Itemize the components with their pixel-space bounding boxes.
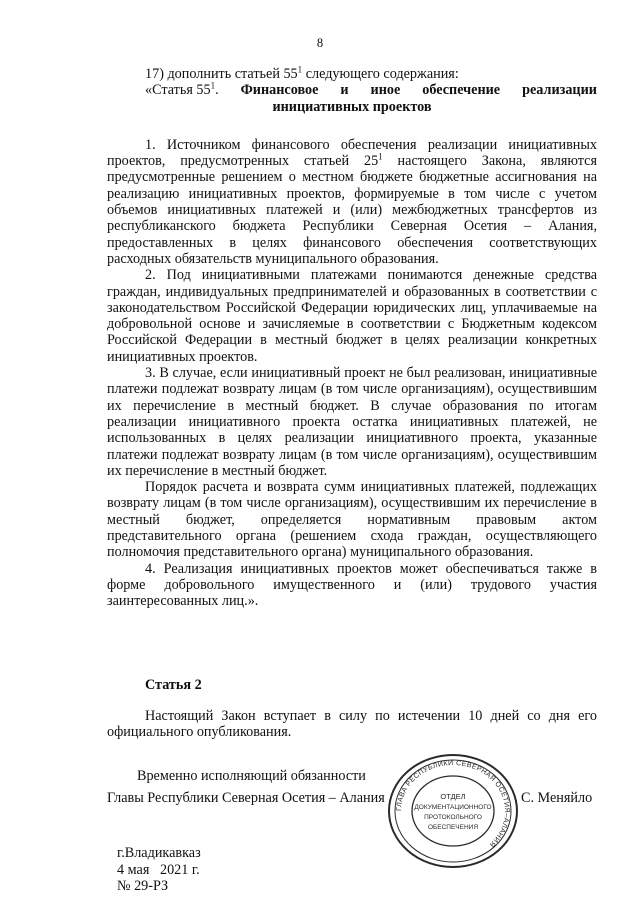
article-55-1-block xyxy=(107,66,597,610)
seal-outer-ring xyxy=(389,755,517,867)
paragraph-4: 4. Реализация инициативных проектов может обеспечиваться также в форме добровольного имущественного и (или) трудового участия заинтересованных лиц.». xyxy=(107,560,597,610)
date: 4 мая 2021 г. xyxy=(117,861,200,878)
city: г.Владикавказ xyxy=(117,845,201,861)
article-title-word2: и xyxy=(340,82,349,99)
signature-title-line1: Временно исполняющий обязанности xyxy=(137,768,366,784)
article-title-word5: реализации xyxy=(522,82,597,99)
article-2-heading: Статья 2 xyxy=(145,677,202,693)
paragraph-procedure: Порядок расчета и возврата сумм инициативных платежей, подлежащих возврату лицам (в том числе организациям), осуществившим их перечисление в местный бюджет, определяется нормативным правовым актом представительного органа (решением схода граждан, осуществляющего полномочия представительного органа) муниципального образования. xyxy=(107,479,597,561)
place-date-block xyxy=(117,845,201,895)
seal-inner-ring xyxy=(412,776,494,846)
paragraph-1: 1. Источником финансового обеспечения реализации инициативных проектов, предусмотренных статьей $25^1$ настоящего Закона, являются предусмотренные решением о местном бюджете бюджетные ассигнования на реализацию инициативных проектов, формируемые в том числе с учетом объемов инициативных платежей и (или) межбюджетных трансфертов из республиканского бюджета Республики Северная Осетия – Алания, предоставленных в целях финансового обеспечения соответствующих расходных обязательств муниципального образования. xyxy=(107,136,597,267)
paragraph-2: 2. Под инициативными платежами понимаются денежные средства граждан, индивидуальных предпринимателей и образованных в соответствии с законодательством Российской Федерации юридических лиц, уплачиваемые на добровольной основе и зачисляемые в соответствии с Бюджетным кодексом Российской Федерации в местный бюджет в целях реализации конкретных инициативных проектов. xyxy=(107,267,597,365)
signatory-name: С. Меняйло xyxy=(521,790,593,806)
article-title-prefix: «Статья $55^1$. xyxy=(145,80,219,99)
seal-center-line-1: ОТДЕЛ xyxy=(440,792,466,801)
signature-title-line2: Главы Республики Северная Осетия – Алания xyxy=(107,790,385,806)
intro-line: 17) дополнить статьей $55^1$ следующего содержания: xyxy=(145,64,459,82)
article-2-text: Настоящий Закон вступает в силу по истечении 10 дней со дня его официального опубликования. xyxy=(107,708,597,741)
article-title-line2: инициативных проектов xyxy=(272,98,432,115)
page-number: 8 xyxy=(316,36,324,50)
article-title-word3: иное xyxy=(370,82,401,99)
seal-center-line-4: ОБЕСПЕЧЕНИЯ xyxy=(427,824,479,831)
article-title-word4: обеспечение xyxy=(422,82,501,99)
official-seal-stamp xyxy=(386,752,520,870)
law-number: № 29-РЗ xyxy=(117,878,169,894)
seal-ring-text: ГЛАВА РЕСПУБЛИКИ СЕВЕРНАЯ ОСЕТИЯ–АЛАНИЯ xyxy=(395,759,511,848)
article-title-word1: Финансовое xyxy=(240,82,319,99)
seal-center-line-2: ДОКУМЕНТАЦИОННОГО xyxy=(414,804,492,811)
paragraph-3: 3. В случае, если инициативный проект не был реализован, инициативные платежи подлежат возврату лицам (в том числе организациям), осуществившим их перечисление в местный бюджет. В случае образования по итогам реализации инициативного проекта остатка инициативных платежей, не использованных в целях реализации инициативного проекта, указанные платежи подлежат возврату лицам (в том числе организациям), осуществившим их перечисление в местный бюджет. xyxy=(107,365,597,479)
article-title-line1 xyxy=(145,82,597,98)
seal-center-line-3: ПРОТОКОЛЬНОГО xyxy=(424,814,482,821)
